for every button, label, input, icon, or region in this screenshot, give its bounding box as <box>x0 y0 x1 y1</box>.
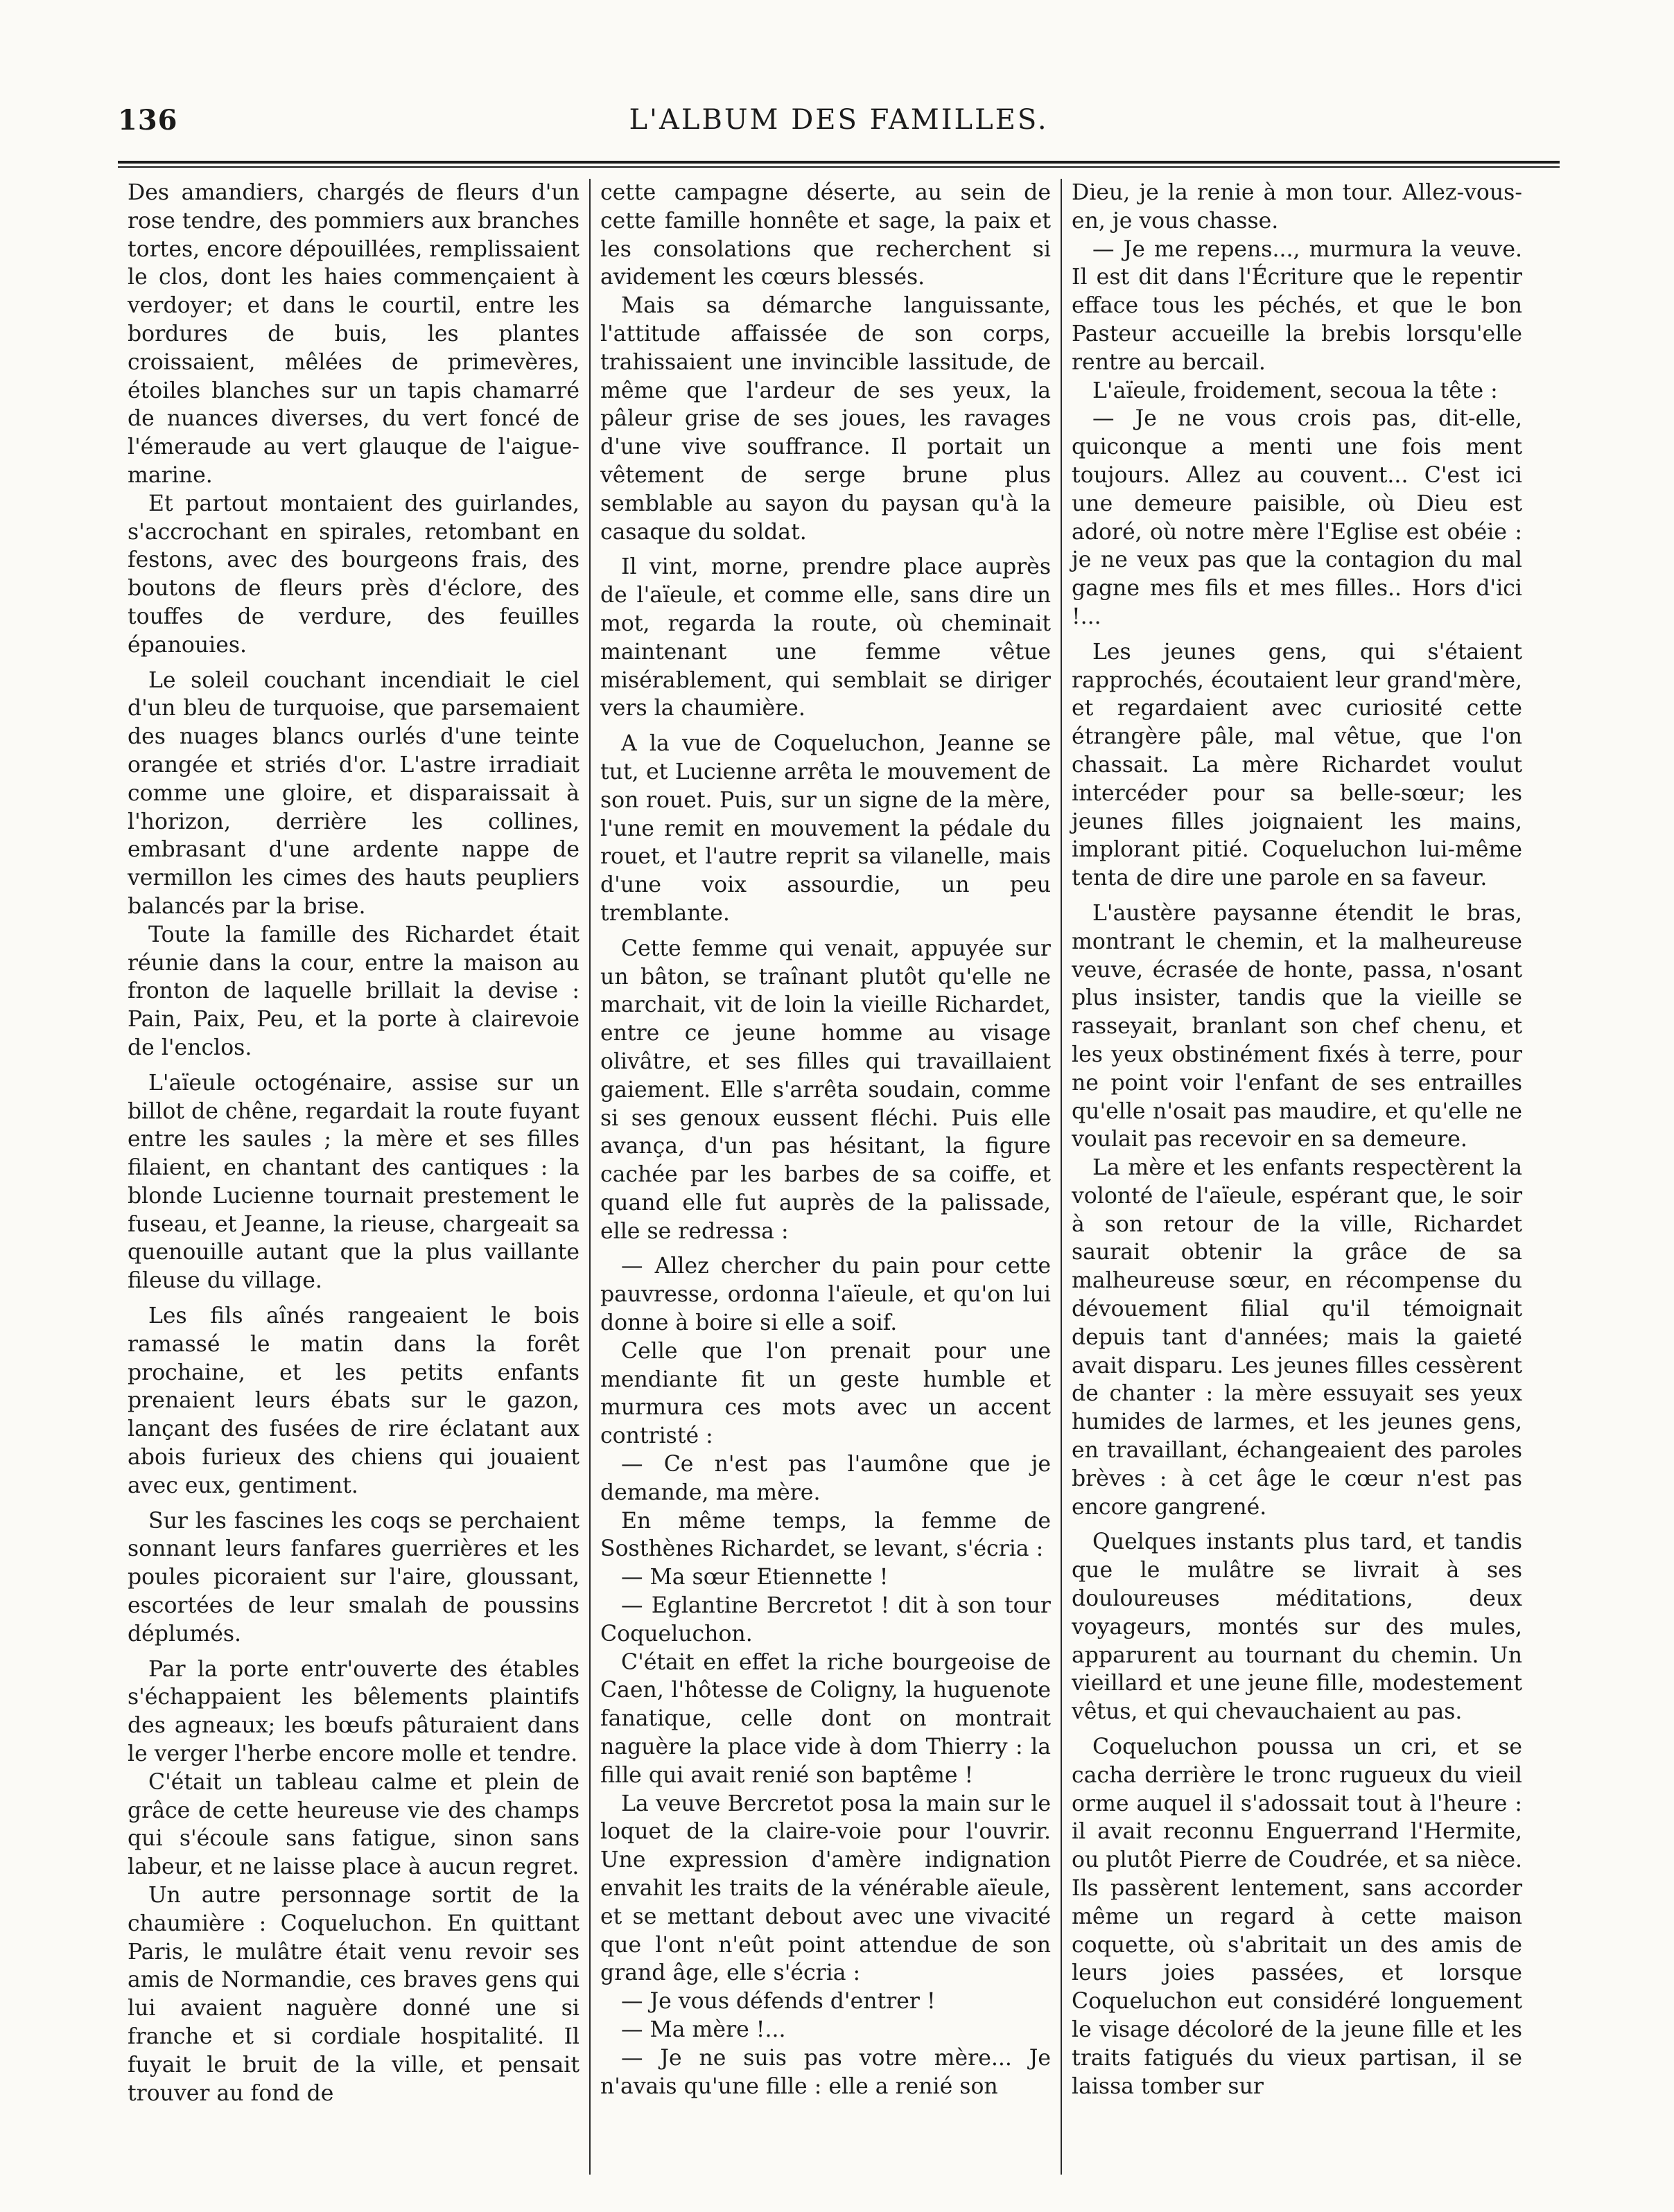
paragraph: Par la porte entr'ouverte des étables s'échappaient les bêlements plaintifs des agneaux; les bœufs pâturaient dans le verger l'herbe encore molle et tendre. <box>128 1656 579 1767</box>
paragraph: — Je vous défends d'entrer ! <box>621 1989 936 2015</box>
paragraph: Le soleil couchant incendiait le ciel d'un bleu de turquoise, que parsemaient des nuages blancs ourlés d'une teinte orangée et striés d'or. L'astre irradiait comme une gloire, et disparaissait à l'horizon, derrière les collines, embrasant d'une ardente nappe de vermillon les cimes des hauts peupliers balancés par la brise. <box>128 667 579 919</box>
text-columns <box>118 179 1560 2175</box>
paragraph: — Je ne suis pas votre mère... Je n'avais qu'une fille : elle a renié son <box>600 2045 1051 2099</box>
paragraph: Un autre personnage sortit de la chaumière : Coqueluchon. En quittant Paris, le mulâtre était venu revoir ses amis de Normandie, ces braves gens qui lui avaient naguère donné une si franche et si cordiale hospitalité. Il fuyait le bruit de la ville, et pensait trouver au fond de <box>128 1883 579 2106</box>
paragraph: La veuve Bercretot posa la main sur le loquet de la claire-voie pour l'ouvrir. Une expression d'amère indignation envahit les traits de la vénérable aïeule, et se mettant debout avec une vivacité que l'ont n'eût point attendue de son grand âge, elle s'écria : <box>600 1791 1051 1986</box>
paragraph: Et partout montaient des guirlandes, s'accrochant en spirales, retombant en festons, avec des bourgeons frais, des boutons de fleurs près d'éclore, des touffes de verdure, des feuilles épanouies. <box>128 491 579 658</box>
paragraph: — Je me repens..., murmura la veuve. Il est dit dans l'Écriture que le repentir efface tous les péchés, et que le bon Pasteur accueille la brebis lorsqu'elle rentre au bercail. <box>1072 236 1522 375</box>
paragraph: Les fils aînés rangeaient le bois ramassé le matin dans la forêt prochaine, et les petits enfants prenaient leurs ébats sur le gazon, lançant des fusées de rire éclatant aux abois furieux des chiens qui jouaient avec eux, gentiment. <box>128 1304 579 1498</box>
paragraph: Cette femme qui venait, appuyée sur un bâton, se traînant plutôt qu'elle ne marchait, vit de loin la vieille Richardet, entre ce jeune homme au visage olivâtre, et ses filles qui travaillaient gaiement. Elle s'arrêta soudain, comme si ses genoux eussent fléchi. Puis elle avança, d'un pas hésitant, la figure cachée par les barbes de sa coiffe, et quand elle fut auprès de la palissade, elle se redressa : <box>600 936 1051 1244</box>
paragraph: Mais sa démarche languissante, l'attitude affaissée de son corps, trahissaient une invincible lassitude, de même que l'ardeur de ses yeux, la pâleur grise de ses joues, les ravages d'une vive souffrance. Il portait un vêtement de serge brune plus semblable au sayon du paysan qu'à la casaque du soldat. <box>600 293 1051 545</box>
paragraph: Il vint, morne, prendre place auprès de l'aïeule, et comme elle, sans dire un mot, regarda la route, où cheminait maintenant une femme vêtue misérablement, qui semblait se diriger vers la chaumière. <box>600 554 1051 721</box>
paragraph: Dieu, je la renie à mon tour. Allez-vous-en, je vous chasse. <box>1072 180 1522 234</box>
paragraph: Toute la famille des Richardet était réunie dans la cour, entre la maison au fronton de laquelle brillait la devise : Pain, Paix, Peu, et la porte à clairevoie de l'enclos. <box>128 922 579 1060</box>
paragraph: Quelques instants plus tard, et tandis que le mulâtre se livrait à ses douloureuses méditations, deux voyageurs, montés sur des mules, apparurent au tournant du chemin. Un vieillard et une jeune fille, modestement vêtus, et qui chevauchaient au pas. <box>1072 1529 1522 1725</box>
paragraph: cette campagne déserte, au sein de cette famille honnête et sage, la paix et les consolations que recherchent si avidement les cœurs blessés. <box>600 180 1051 290</box>
paragraph: En même temps, la femme de Sosthènes Richardet, se levant, s'écria : <box>600 1508 1051 1562</box>
paragraph: Les jeunes gens, qui s'étaient rapprochés, écoutaient leur grand'mère, et regardaient avec curiosité cette étrangère pâle, mal vêtue, que l'on chassait. La mère Richardet voulut intercéder pour sa belle-sœur; les jeunes filles joignaient les mains, implorant pitié. Coqueluchon lui-même tenta de dire une parole en sa faveur. <box>1072 639 1522 891</box>
paragraph: — Ma sœur Etiennette ! <box>621 1565 889 1590</box>
paragraph: A la vue de Coqueluchon, Jeanne se tut, et Lucienne arrêta le mouvement de son rouet. Puis, sur un signe de la mère, l'une remit en mouvement la pédale du rouet, et l'autre reprit sa vilanelle, mais d'une voix assourdie, un peu tremblante. <box>600 731 1051 926</box>
header-rule <box>118 161 1560 168</box>
paragraph: La mère et les enfants respectèrent la volonté de l'aïeule, espérant que, le soir à son retour de la ville, Richardet saurait obtenir la grâce de sa malheureuse sœur, en récompense du dévouement filial qu'il témoignait depuis tant d'années; mais la gaieté avait disparu. Les jeunes filles cessèrent de chanter : la mère essuyait ses yeux humides de larmes, et les jeunes gens, en travaillant, échangeaient des paroles brèves : à cet âge le cœur n'est pas encore gangrené. <box>1072 1155 1522 1520</box>
paragraph: Celle que l'on prenait pour une mendiante fit un geste humble et murmura ces mots avec un accent contristé : <box>600 1338 1051 1449</box>
paragraph: Des amandiers, chargés de fleurs d'un rose tendre, des pommiers aux branches tortes, encore dépouillées, remplissaient le clos, dont les haies commençaient à verdoyer; et dans le courtil, entre les bordures de buis, les plantes croissaient, mêlées de primevères, étoiles blanches sur un tapis chamarré de nuances diverses, du vert foncé de l'émeraude au vert glauque de l'aigue-marine. <box>128 180 579 488</box>
page-header <box>118 104 1560 152</box>
page-number: 136 <box>118 104 178 137</box>
running-title: L'ALBUM DES FAMILLES. <box>629 104 1049 136</box>
paragraph: C'était en effet la riche bourgeoise de Caen, l'hôtesse de Coligny, la huguenote fanatique, celle dont on montrait naguère la place vide à dom Thierry : la fille qui avait renié son baptême ! <box>600 1649 1051 1788</box>
paragraph: L'austère paysanne étendit le bras, montrant le chemin, et la malheureuse veuve, écrasée de honte, passa, n'osant plus insister, tandis que la vieille se rasseyait, branlant son chef chenu, et les yeux obstinément fixés à terre, pour ne point voir l'enfant de ses entrailles qu'elle n'osait pas maudire, et qu'elle ne voulait pas recevoir en sa demeure. <box>1072 900 1522 1152</box>
paragraph: L'aïeule octogénaire, assise sur un billot de chêne, regardait la route fuyant entre les saules ; la mère et ses filles filaient, en chantant des cantiques : la blonde Lucienne tournait prestement le fuseau, et Jeanne, la rieuse, chargeait sa quenouille autant que la plus vaillante fileuse du village. <box>128 1070 579 1294</box>
paragraph: L'aïeule, froidement, secoua la tête : <box>1092 378 1498 403</box>
paragraph: — Ma mère !... <box>621 2017 786 2042</box>
paragraph: Coqueluchon poussa un cri, et se cacha derrière le tronc rugueux du vieil orme auquel il s'adossait tout à l'heure : il avait reconnu Enguerrand l'Hermite, ou plutôt Pierre de Coudrée, et sa nièce. Ils passèrent lentement, sans accorder même un regard à cette maison coquette, où s'abritait un des amis de leurs joies passées, et lorsque Coqueluchon eut considéré longuement le visage décoloré de la jeune fille et les traits fatigués du vieux partisan, il se laissa tomber sur <box>1072 1735 1522 2099</box>
paragraph: C'était un tableau calme et plein de grâce de cette heureuse vie des champs qui s'écoule sans fatigue, sinon sans labeur, et ne laisse place à aucun regret. <box>128 1769 579 1880</box>
paragraph: — Allez chercher du pain pour cette pauvresse, ordonna l'aïeule, et qu'on lui donne à boire si elle a soif. <box>600 1254 1051 1336</box>
paragraph: — Eglantine Bercretot ! dit à son tour Coqueluchon. <box>600 1593 1051 1647</box>
column-3 <box>1061 179 1532 2175</box>
paragraph: — Je ne vous crois pas, dit-elle, quiconque a menti une fois ment toujours. Allez au couvent... C'est ici une demeure paisible, où Dieu est adoré, où notre mère l'Eglise est obéie : je ne veux pas que la contagion du mal gagne mes fils et mes filles.. Hors d'ici !... <box>1072 406 1522 629</box>
paragraph: Sur les fascines les coqs se perchaient sonnant leurs fanfares guerrières et les poules picoraient sur l'aire, gloussant, escortées de leur smalah de poussins déplumés. <box>128 1508 579 1647</box>
paragraph: — Ce n'est pas l'aumône que je demande, ma mère. <box>600 1452 1051 1505</box>
column-2 <box>589 179 1061 2175</box>
column-1 <box>118 179 589 2175</box>
